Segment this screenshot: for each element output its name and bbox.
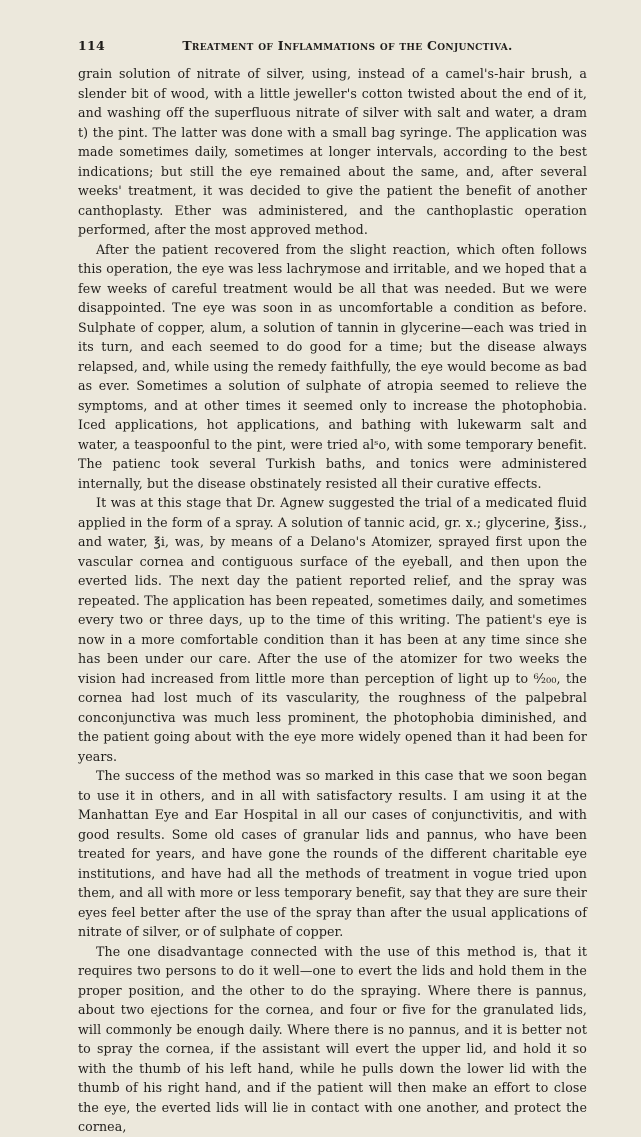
running-title: Treatment of Inflammations of the Conjunctiva. — [182, 38, 513, 53]
paragraph: After the patient recovered from the slight reaction, which often follows this operation, the eye was less lachrymose and irritable, and we hoped that a few weeks of careful treatment would be all that was needed. But we were disappointed. Tne eye was soon in as uncomfortable a condition as before. Sulphate of copper, alum, a solution of tannin in glycerine—each was tried in its turn, and each seemed to do good for a time; but the disease always relapsed, and, while using the remedy faithfully, the eye would become as bad as ever. Sometimes a solution of sulphate of atropia seemed to relieve the symptoms, and at other times it seemed only to increase the photophobia. Iced applications, hot applications, and bathing with lukewarm salt and water, a teaspoonful to the pint, were tried alˢo, with some temporary benefit. The patienc took several Turkish baths, and tonics were administered internally, but the disease obstinately resisted all their curative effects. — [78, 241, 587, 491]
body-text — [78, 64, 587, 1137]
paragraph-continued: grain solution of nitrate of silver, using, instead of a camel's-hair brush, a slender bit of wood, with a little jeweller's cotton twisted about the end of it, and washing off the superfluous nitrate of silver with salt and water, a dram t) the pint. The latter was done with a small bag syringe. The application was made sometimes daily, sometimes at longer intervals, according to the best indications; but still the eye remained about the same, and, after several weeks' treatment, it was decided to give the patient the benefit of another canthoplasty. Ether was administered, and the canthoplastic operation performed, after the most approved method. — [78, 66, 587, 237]
paragraph: The success of the method was so marked in this case that we soon began to use it in others, and in all with satisfactory results. I am using it at the Manhattan Eye and Ear Hospital in all our cases of conjunctivitis, and with good results. Some old cases of granular lids and pannus, who have been treated for years, and have gone the rounds of the different charitable eye institutions, and have had all the methods of treatment in vogue tried upon them, and all with more or less temporary benefit, say that they are sure their eyes feel better after the use of the spray than after the usual applications of nitrate of silver, or of sulphate of copper. — [78, 768, 587, 939]
running-head — [78, 38, 587, 53]
paragraph: The one disadvantage connected with the use of this method is, that it requires two persons to do it well—one to evert the lids and hold them in the proper position, and the other to do the spraying. Where there is pannus, about two ejections for the cornea, and four or five for the granulated lids, will commonly be enough daily. Where there is no pannus, and it is better not to spray the cornea, if the assistant will evert the upper lid, and hold it so with the thumb of his left hand, while he pulls down the lower lid with the thumb of his right hand, and if the patient will then make an effort to close the eye, the everted lids will lie in contact with one another, and protect the cornea, — [78, 943, 587, 1134]
page-number: 114 — [78, 38, 105, 53]
paragraph: It was at this stage that Dr. Agnew suggested the trial of a medicated fluid applied in the form of a spray. A solution of tannic acid, gr. x.; glycerine, ℥iss., and water, ℥i, was, by means of a Delano's Atomizer, sprayed first upon the vascular cornea and contiguous surface of the eyeball, and then upon the everted lids. The next day the patient reported relief, and the spray was repeated. The application has been repeated, sometimes daily, and sometimes every two or three days, up to the time of this writing. The patient's eye is now in a more comfortable condition than it has been at any time since she has been under our care. After the use of the atomizer for two weeks the vision had increased from little more than perception of light up to ⁶⁄₂₀₀, the cornea had lost much of its vascularity, the roughness of the palpebral conconjunctiva was much less prominent, the photophobia diminished, and the patient going about with the eye more widely opened than it had been for years. — [78, 495, 587, 764]
